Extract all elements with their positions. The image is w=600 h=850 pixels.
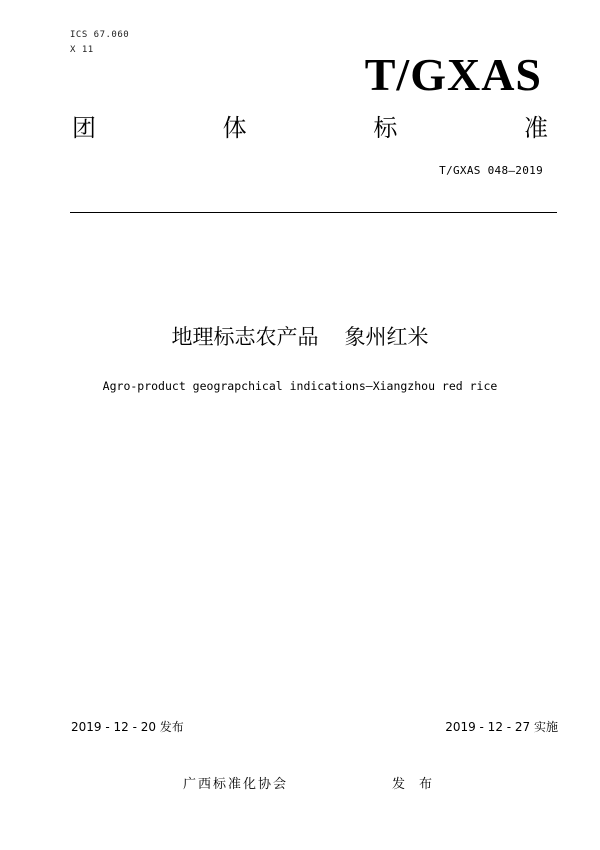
ics-code: ICS 67.060 xyxy=(70,30,130,40)
ccs-code: X 11 xyxy=(70,45,94,55)
standard-number: T/GXAS 048—2019 xyxy=(439,164,543,177)
document-title-cn xyxy=(0,327,600,348)
standard-type-char: 体 xyxy=(222,114,247,142)
issue-date: 2019 - 12 - 20 发布 xyxy=(71,720,184,734)
standard-type-char: 准 xyxy=(523,114,548,142)
title-cn-part1: 地理标志农产品 xyxy=(171,325,319,349)
standard-logo: T/GXAS xyxy=(364,49,542,100)
issue-label-char: 布 xyxy=(419,777,433,792)
issuing-organization: 广西标准化协会 xyxy=(183,777,289,792)
implementation-date: 2019 - 12 - 27 实施 xyxy=(445,720,558,734)
title-cn-part2: 象州红米 xyxy=(344,325,429,349)
header-divider xyxy=(70,212,557,213)
issue-label xyxy=(392,773,432,792)
standard-type-char: 标 xyxy=(373,114,398,142)
document-title-en: Agro-product geograpchical indications—Xiangzhou red rice xyxy=(102,379,498,393)
issue-label-char: 发 xyxy=(392,777,406,792)
standard-type-char: 团 xyxy=(72,114,96,142)
standard-type-heading xyxy=(72,116,548,140)
